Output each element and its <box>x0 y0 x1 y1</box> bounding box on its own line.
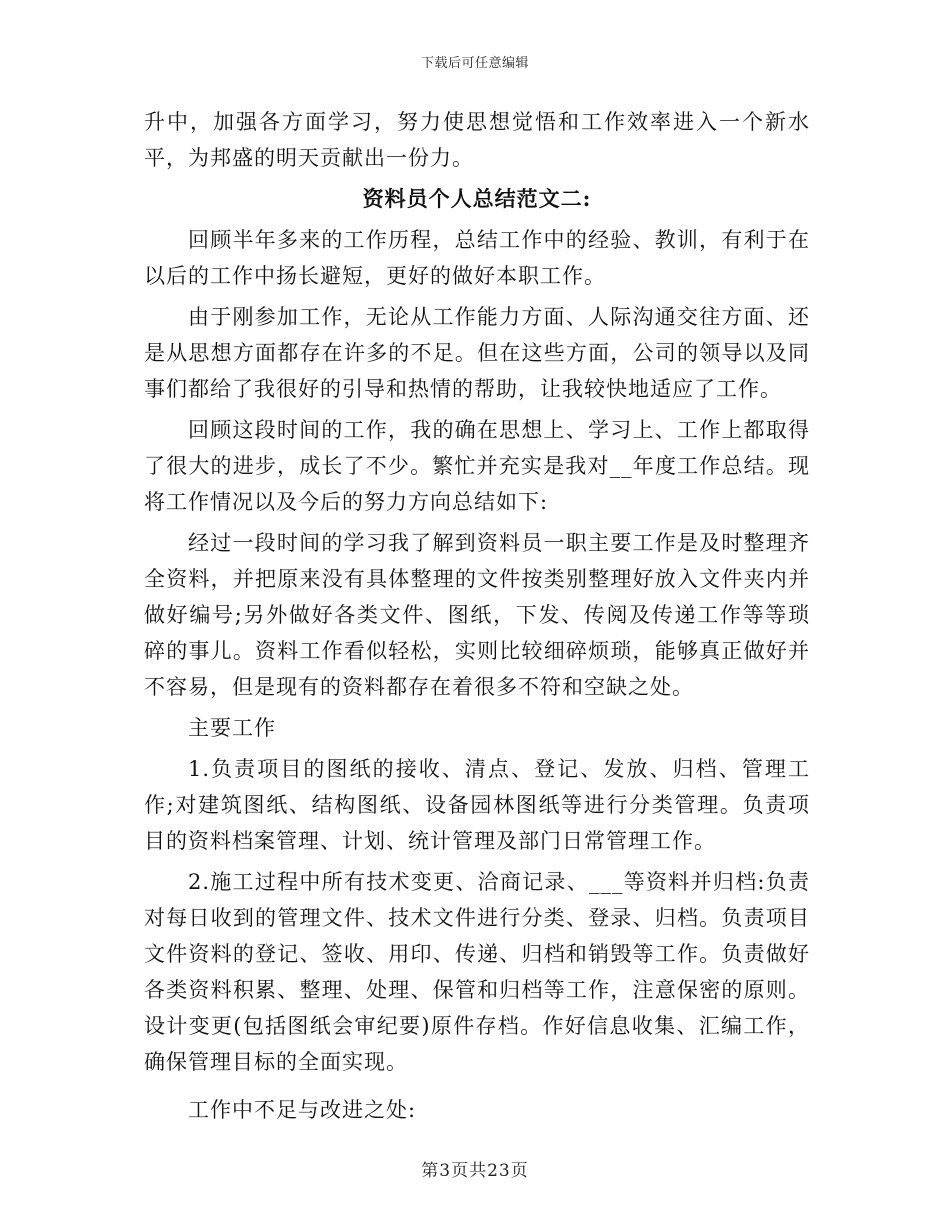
paragraph-continuation: 升中，加强各方面学习，努力使思想觉悟和工作效率进入一个新水平，为邦盛的明天贡献出一份力。 <box>144 110 810 170</box>
paragraph-improvements: 工作中不足与改进之处: <box>188 1098 417 1122</box>
paragraph-main-work-heading: 主要工作 <box>188 716 276 740</box>
paragraph-item-1: 1.负责项目的图纸的接收、清点、登记、发放、归档、管理工作;对建筑图纸、结构图纸、设备园林图纸等进行分类管理。负责项目的资料档案管理、计划、统计管理及部门日常管理工作。 <box>144 757 810 853</box>
paragraph-review: 回顾半年多来的工作历程，总结工作中的经验、教训，有利于在以后的工作中扬长避短，更好的做好本职工作。 <box>144 228 810 288</box>
section-title: 资料员个人总结范文二: <box>362 186 592 211</box>
paragraph-shortcomings: 由于刚参加工作，无论从工作能力方面、人际沟通交往方面、还是从思想方面都存在许多的不足。但在这些方面，公司的领导以及同事们都给了我很好的引导和热情的帮助，让我较快地适应了工作。 <box>144 305 810 401</box>
paragraph-duties: 经过一段时间的学习我了解到资料员一职主要工作是及时整理齐全资料，并把原来没有具体整理的文件按类别整理好放入文件夹内并做好编号;另外做好各类文件、图纸，下发、传阅及传递工作等等琐碎的事儿。资料工作看似轻松，实则比较细碎烦琐，能够真正做好并不容易，但是现有的资料都存在着很多不符和空缺之处。 <box>144 531 810 699</box>
document-body <box>144 104 810 1128</box>
header-note: 下载后可任意编辑 <box>420 56 529 71</box>
page-number: 第3页共23页 <box>421 1161 529 1181</box>
paragraph-item-2: 2.施工过程中所有技术变更、洽商记录、___等资料并归档:负责对每日收到的管理文件、技术文件进行分类、登录、归档。负责项目文件资料的登记、签收、用印、传递、归档和销毁等工作。负责做好各类资料积累、整理、处理、保管和归档等工作，注意保密的原则。设计变更(包括图纸会审纪要)原件存档。作好信息收集、汇编工作，确保管理目标的全面实现。 <box>144 870 810 1074</box>
paragraph-progress: 回顾这段时间的工作，我的确在思想上、学习上、工作上都取得了很大的进步，成长了不少。繁忙并充实是我对__年度工作总结。现将工作情况以及今后的努力方向总结如下: <box>144 418 810 514</box>
